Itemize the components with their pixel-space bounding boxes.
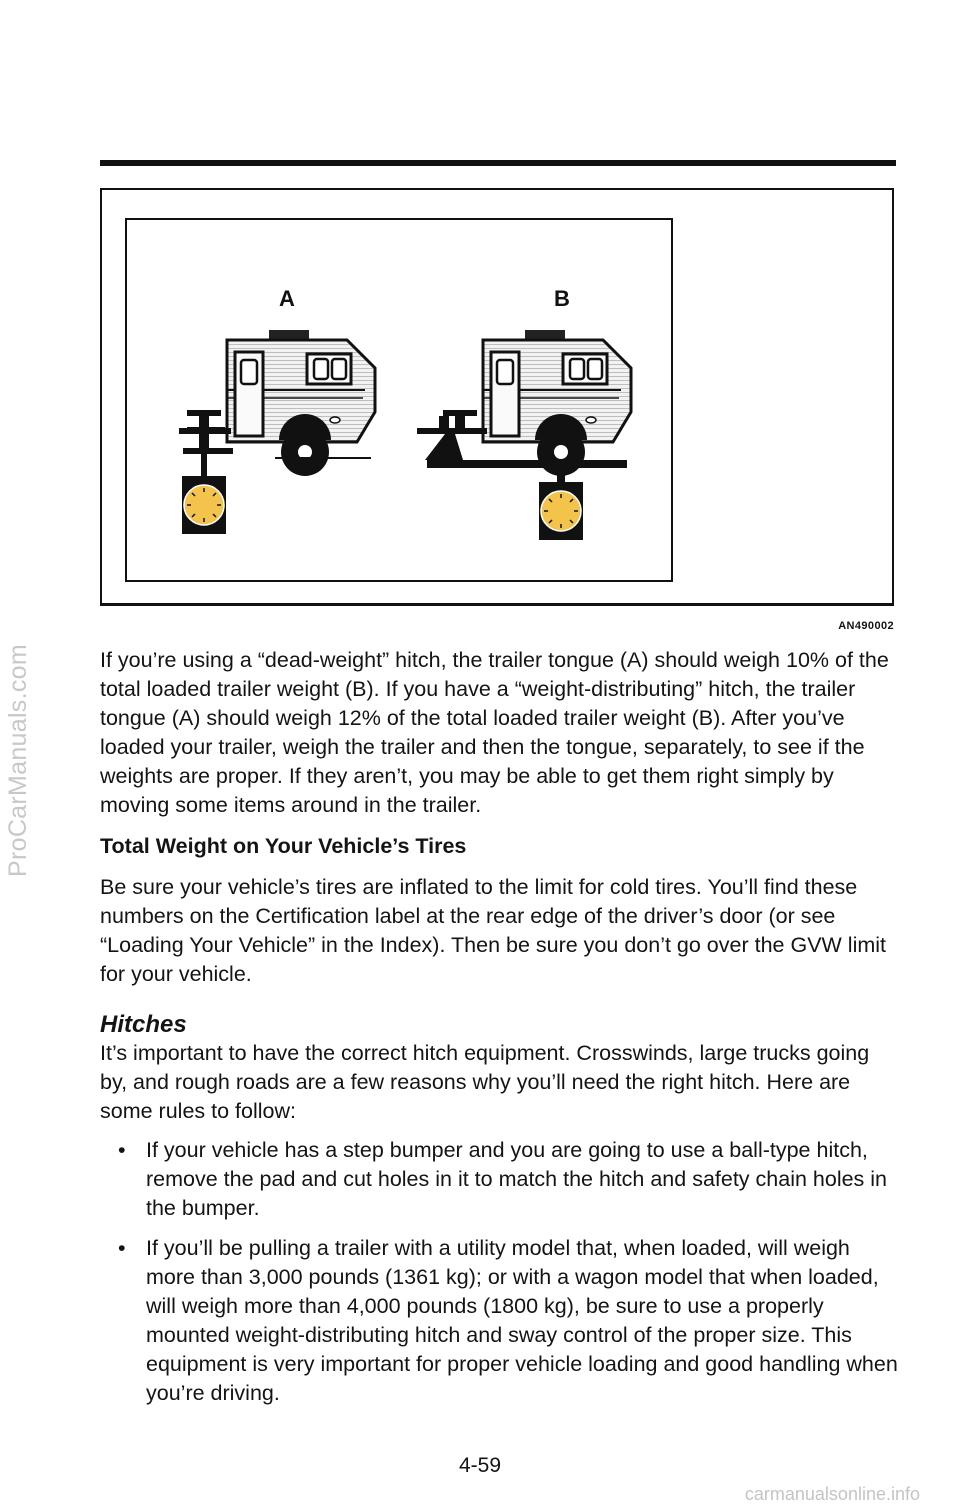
paragraph-tongue-weight: If you’re using a “dead-weight” hitch, the trailer tongue (A) should weigh 10% of the total loaded trailer weight (B). If you have a “weight-distributing” hitch, the trailer tongue (A) should weigh 12% of the total loaded trailer weight (B). After you’ve loaded your trailer, weigh the trailer and then the tongue, separately, to see if the weights are proper. If they aren’t, you may be able to get them right simply by moving some items around in the trailer. (100, 648, 889, 817)
heading-hitches: Hitches (100, 1011, 187, 1038)
label-b: B (554, 286, 570, 311)
top-rule (100, 160, 896, 166)
scale-b-icon (539, 482, 583, 540)
list-item-text: If you’ll be pulling a trailer with a utility model that, when loaded, will weigh more than 3,000 pounds (1361 kg); or with a wagon model that when loaded, will weigh more than 4,000 pounds (1800 kg), be sure to use a properly mounted weight-distributing hitch and sway control of the proper size. This equipment is very important for proper vehicle loading and good handling when you’re driving. (146, 1236, 898, 1405)
heading-total-weight: Total Weight on Your Vehicle’s Tires (100, 834, 467, 858)
hitch-rules-list (100, 1136, 900, 1408)
list-item (100, 1136, 900, 1223)
page-number: 4-59 (458, 1454, 502, 1477)
list-item-text: If your vehicle has a step bumper and you are going to use a ball-type hitch, remove the pad and cut holes in it to match the hitch and safety chain holes in the bumper. (146, 1138, 888, 1220)
page-content (100, 646, 900, 1419)
paragraph-hitch-equipment: It’s important to have the correct hitch equipment. Crosswinds, large trucks going by, and rough roads are a few reasons why you’ll need the right hitch. Here are some rules to follow: (100, 1041, 870, 1123)
bullet-icon: • (118, 1138, 126, 1162)
trailer-a-icon (179, 330, 375, 534)
bottom-watermark: carmanualsonline.info (744, 1484, 920, 1504)
trailer-b-icon (417, 330, 631, 540)
list-item (100, 1234, 900, 1408)
bullet-icon: • (118, 1236, 126, 1260)
figure-code: AN490002 (838, 620, 894, 632)
side-watermark-text: ProCarManuals.com (3, 643, 32, 877)
trailer-weight-illustration (127, 220, 671, 580)
scale-a-icon (182, 476, 226, 534)
trailer-weight-figure (125, 218, 673, 582)
label-a: A (279, 286, 295, 311)
side-watermark (0, 555, 36, 965)
paragraph-tire-inflation: Be sure your vehicle’s tires are inflated to the limit for cold tires. You’ll find these numbers on the Certification label at the rear edge of the driver’s door (or see “Loading Your Vehicle” in the Index). Then be sure you don’t go over the GVW limit for your vehicle. (100, 875, 887, 986)
